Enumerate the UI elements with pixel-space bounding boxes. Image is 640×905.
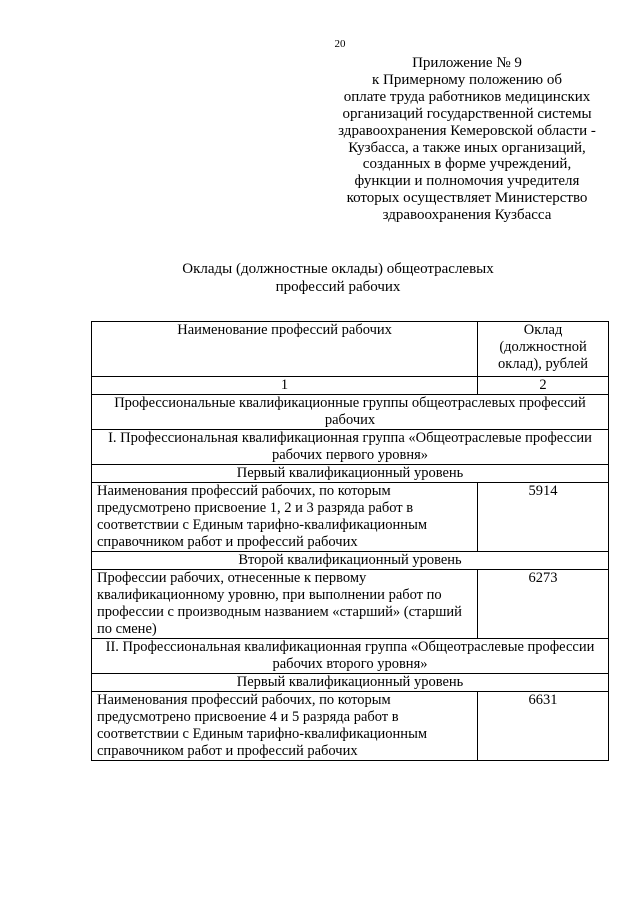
page-number: 20 bbox=[334, 38, 346, 50]
header-salary-line: Оклад bbox=[523, 322, 563, 338]
title-line: профессий рабочих bbox=[275, 279, 401, 295]
column-number-row bbox=[92, 377, 609, 395]
appendix-header bbox=[330, 55, 604, 224]
salary-value: 5914 bbox=[478, 483, 609, 552]
table-header-row bbox=[92, 322, 609, 377]
appendix-line: здравоохранения Кузбасса bbox=[382, 207, 552, 224]
header-salary-line: (должностной bbox=[499, 339, 587, 355]
table-row bbox=[92, 483, 609, 552]
salary-value: 6273 bbox=[478, 570, 609, 639]
group-title: II. Профессиональная квалификационная группа «Общеотраслевые профессии рабочих второго уровня» bbox=[92, 639, 609, 674]
appendix-line: которых осуществляет Министерство bbox=[346, 190, 588, 207]
level-title-row bbox=[92, 552, 609, 570]
group-title-row bbox=[92, 430, 609, 465]
appendix-line: функции и полномочия учредителя bbox=[354, 173, 580, 190]
profession-description: Наименования профессий рабочих, по которым предусмотрено присвоение 1, 2 и 3 разряда работ в соответствии с Единым тарифно-квалификационным справочником работ и профессий рабочих bbox=[92, 483, 478, 552]
section-title-row bbox=[92, 395, 609, 430]
appendix-line: созданных в форме учреждений, bbox=[362, 156, 572, 173]
section-title: Профессиональные квалификационные группы общеотраслевых профессий рабочих bbox=[92, 395, 609, 430]
header-salary bbox=[478, 322, 609, 377]
column-number: 1 bbox=[92, 377, 478, 395]
table-row bbox=[92, 570, 609, 639]
appendix-line: Кузбасса, а также иных организаций, bbox=[348, 139, 586, 156]
level-title-row bbox=[92, 465, 609, 483]
level-title: Первый квалификационный уровень bbox=[92, 465, 609, 483]
group-title-row bbox=[92, 639, 609, 674]
level-title: Первый квалификационный уровень bbox=[92, 674, 609, 692]
level-title: Второй квалификационный уровень bbox=[92, 552, 609, 570]
header-salary-line: оклад), рублей bbox=[498, 356, 589, 372]
profession-description: Профессии рабочих, отнесенные к первому квалификационному уровню, при выполнении работ по профессии с производным названием «старший» (старший по смене) bbox=[92, 570, 478, 639]
column-number: 2 bbox=[478, 377, 609, 395]
appendix-line: здравоохранения Кемеровской области - bbox=[338, 122, 596, 139]
group-title: I. Профессиональная квалификационная группа «Общеотраслевые профессии рабочих первого уровня» bbox=[92, 430, 609, 465]
document-title bbox=[150, 260, 526, 296]
appendix-line: оплате труда работников медицинских bbox=[343, 88, 591, 105]
salary-value: 6631 bbox=[478, 692, 609, 761]
appendix-line: к Примерному положению об bbox=[372, 71, 562, 88]
appendix-line: Приложение № 9 bbox=[412, 55, 522, 71]
table-row bbox=[92, 692, 609, 761]
header-profession-name: Наименование профессий рабочих bbox=[92, 322, 478, 377]
title-line: Оклады (должностные оклады) общеотраслевых bbox=[182, 261, 494, 277]
level-title-row bbox=[92, 674, 609, 692]
salary-table bbox=[91, 321, 609, 761]
appendix-line: организаций государственной системы bbox=[342, 105, 592, 122]
profession-description: Наименования профессий рабочих, по которым предусмотрено присвоение 4 и 5 разряда работ в соответствии с Единым тарифно-квалификационным справочником работ и профессий рабочих bbox=[92, 692, 478, 761]
